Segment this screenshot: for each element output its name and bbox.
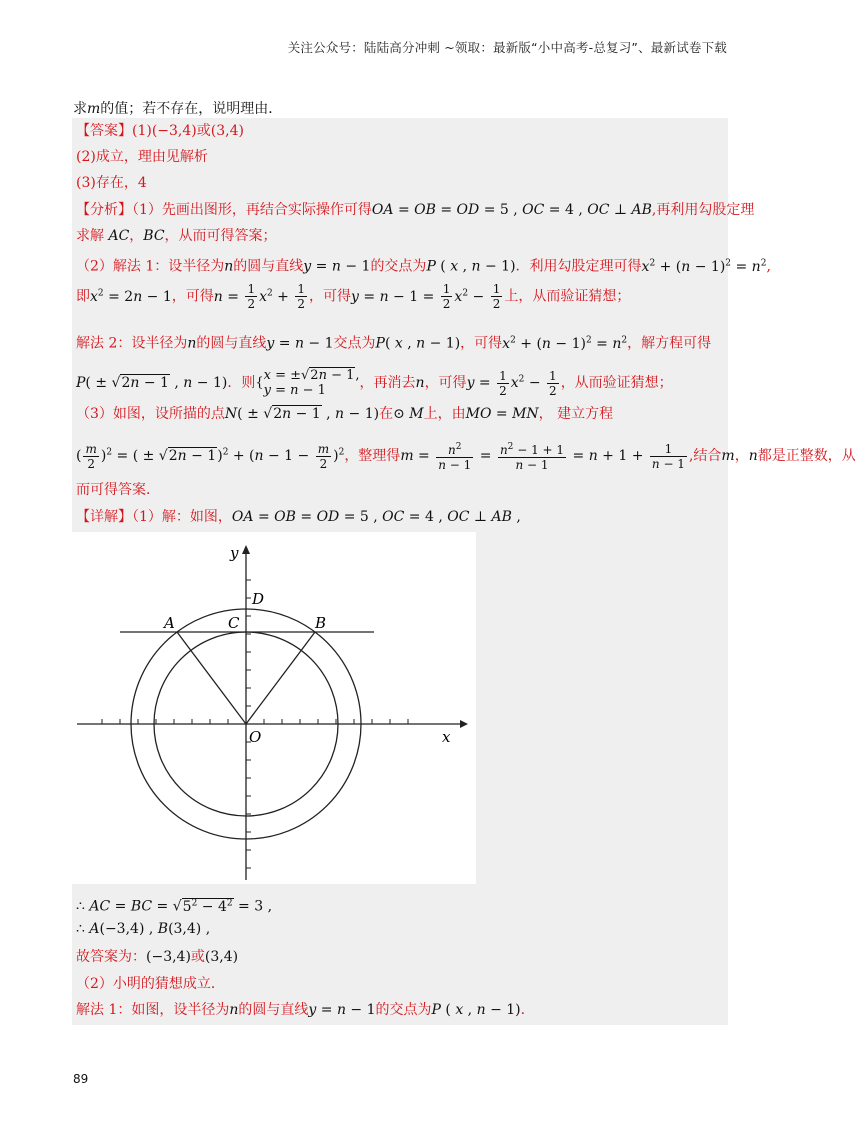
circle-figure (72, 532, 476, 884)
analysis-p3c: 而可得答案． (76, 482, 160, 498)
analysis-p2a: （2）解法 1：设半径为n的圆与直线y = n − 1的交点为P ( x , n − 1)．利用勾股定理可得$x^2 + (n - 1)^2 = n^2$, (76, 258, 771, 275)
label-y: y (230, 544, 239, 562)
x-axis-arrow (460, 720, 468, 728)
answer-part2: (2)成立，理由见解析 (76, 149, 208, 165)
label-o: O (249, 728, 262, 746)
detail-label: 【详解】 (76, 509, 132, 525)
detail-result: 故答案为：(−3,4)或(3,4) (76, 949, 239, 965)
analysis-p2b: 即$x^2 = 2n - 1$，可得n = $\frac{1}{2}$ $x^2$ + $\frac{1}{2}$ ，可得y = n − 1 = $\frac{1}{2}$ $x^2$ − $\frac{1}{2}$ 上，从而验证猜想； (76, 282, 631, 311)
analysis-p2d: P( ± √2n − 1 , n − 1)．则{ x = ±√2n − 1, y = n − 1 ，再消去n，可得y = $\frac{1}{2}$ $x^2$ − $\frac{1}{2}$ ，从而验证猜想； (76, 368, 673, 398)
label-b: B (315, 614, 327, 632)
answer-part1: 【答案】(1)(−3,4)或(3,4) (76, 123, 244, 139)
analysis-p1b: 求解 AC，BC，从而可得答案； (76, 228, 277, 244)
detail-part2: （2）小明的猜想成立． (76, 976, 225, 992)
label-x: x (442, 728, 451, 746)
y-axis-arrow (242, 545, 250, 554)
intro-line: 求m的值；若不存在，说明理由． (73, 101, 283, 117)
solution-block (72, 118, 856, 1025)
answer-part3: (3)存在，4 (76, 175, 147, 191)
analysis-label: 【分析】 (76, 202, 132, 218)
analysis-p3b: ( $\frac{m}{2}$ )$^2$ = ( ± √2n − 1)$^2$ + (n − 1 − $\frac{m}{2}$ )$^2$，整理得m = $\frac{n^2}{n - 1}$ = $\frac{n^2 - 1 + 1}{n - 1}$ = n + 1 + $\frac{1}{n - 1}$ ,结合m，n都是正整数，从 (76, 441, 856, 472)
page-number: 89 (73, 1072, 89, 1086)
analysis-p3a: （3）如图，设所描的点N( ± √2n − 1 , n − 1)在⊙ M上，由MO = MN， 建立方程 (76, 406, 614, 422)
analysis-p1a: 【分析】（1）先画出图形，再结合实际操作可得OA = OB = OD = 5 , OC = 4 , OC ⊥ AB,再利用勾股定理 (76, 202, 755, 218)
segment-oa (177, 632, 246, 724)
segment-ob (246, 632, 315, 724)
label-a: A (164, 614, 175, 632)
label-d: D (252, 590, 265, 608)
analysis-p2c: 解法 2：设半径为n的圆与直线y = n − 1交点为P( x , n − 1)，可得$x^2 + (n - 1)^2 = n^2$，解方程可得 (76, 335, 712, 352)
label-c: C (228, 614, 240, 632)
x-ticks (102, 719, 408, 724)
circle-diagram (72, 532, 476, 884)
page-header: 关注公众号：陆陆高分冲刺 ~领取：最新版“小中高考-总复习”、最新试卷下载 (287, 40, 727, 55)
detail-calc1: ∴ AC = BC = $√5^2 - 4^2 = 3$ , (76, 898, 273, 915)
detail-intro: 【详解】（1）解：如图，OA = OB = OD = 5 , OC = 4 , OC ⊥ AB , (76, 509, 521, 525)
detail-calc2: ∴ A(−3,4) , B(3,4) , (76, 921, 211, 937)
answer-label: 【答案】 (76, 123, 132, 139)
detail-method1: 解法 1：如图，设半径为n的圆与直线y = n − 1的交点为P ( x , n − 1). (76, 1002, 526, 1018)
